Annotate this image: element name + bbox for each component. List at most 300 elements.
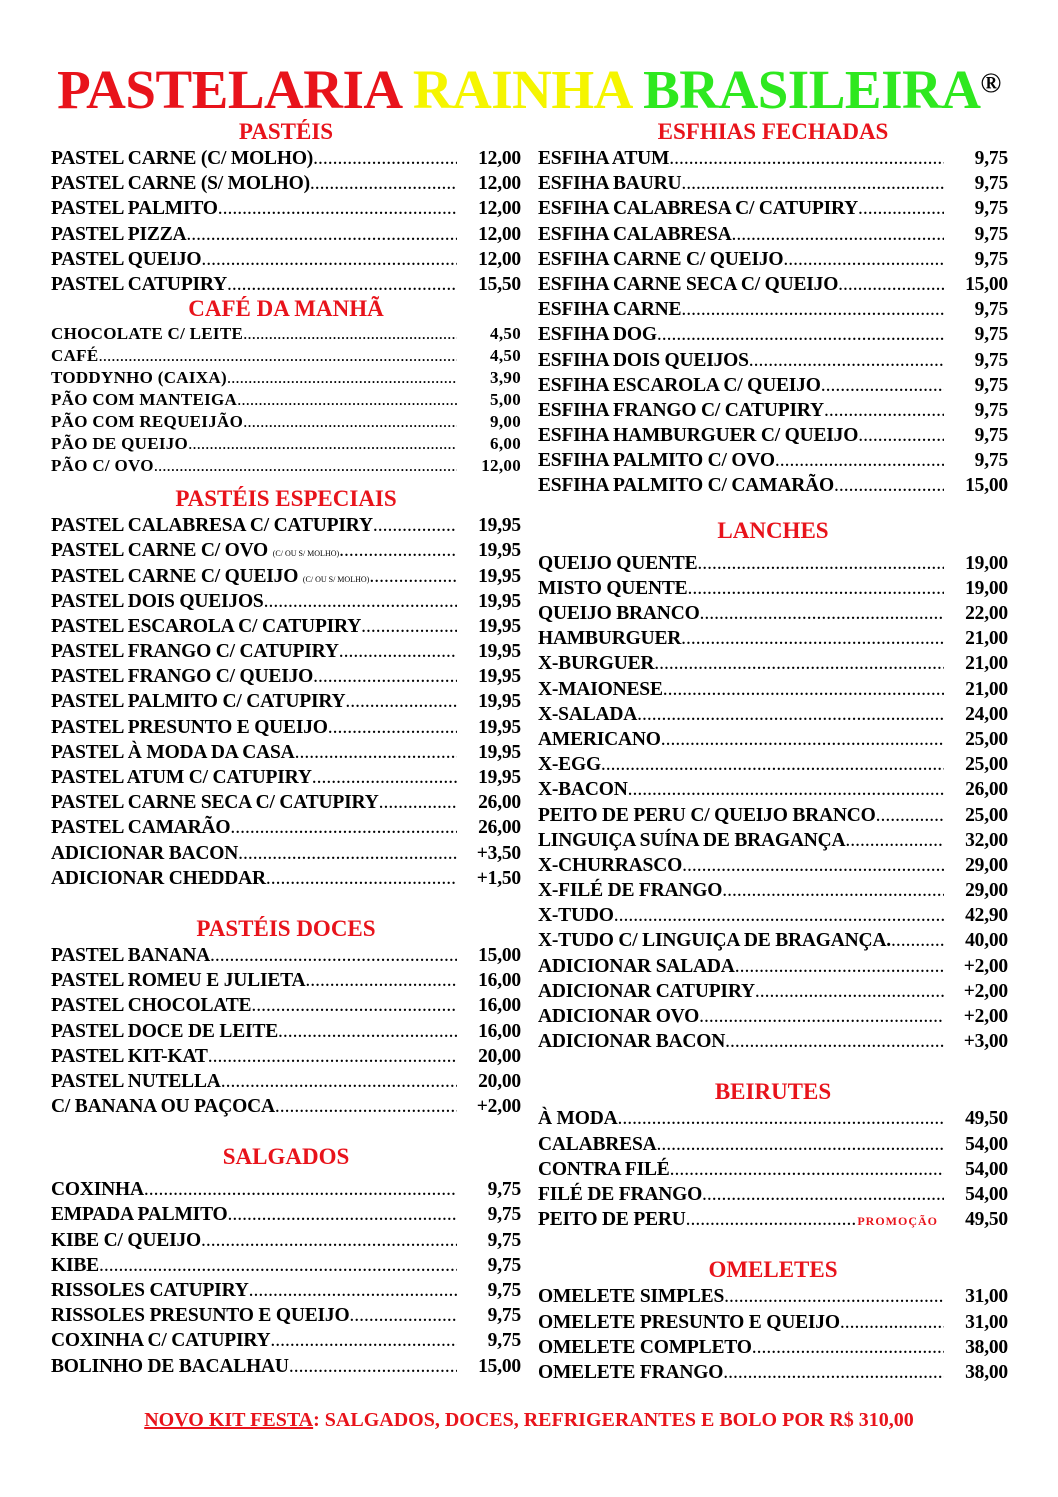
item-name: [538, 1310, 944, 1335]
item-name: [538, 373, 944, 398]
item-name: [51, 564, 457, 592]
menu-item: [51, 740, 521, 765]
title-part-green: BRASILEIRA: [643, 59, 981, 120]
item-price: 26,00: [478, 792, 521, 814]
item-name-text: OMELETE COMPLETO: [538, 1336, 752, 1358]
item-name-text: ADICIONAR CHEDDAR: [51, 867, 266, 889]
item-name: [51, 345, 457, 367]
menu-item: [538, 473, 1008, 498]
item-name: [538, 448, 944, 473]
item-name-text: BOLINHO DE BACALHAU: [51, 1355, 289, 1377]
item-name-text: X-SALADA: [538, 703, 638, 725]
item-name: [538, 348, 944, 373]
section-title: SALGADOS: [222, 1144, 350, 1170]
menu-item: [51, 222, 521, 247]
item-name: [51, 993, 457, 1018]
item-price: 12,00: [478, 148, 521, 169]
item-name-text: ESFIHA DOG: [538, 324, 657, 346]
item-price: 25,00: [965, 804, 1008, 826]
item-price: 19,95: [478, 666, 521, 688]
menu-item: [51, 345, 521, 367]
item-price: 19,00: [965, 577, 1008, 599]
item-price: 19,95: [478, 590, 521, 612]
item-price: 26,00: [478, 817, 521, 839]
section-lanches: [538, 517, 1008, 1055]
item-name-text: QUEIJO QUENTE: [538, 552, 698, 574]
item-name-text: CAFÉ: [51, 346, 99, 366]
item-price: 9,75: [974, 299, 1008, 321]
item-price: 32,00: [965, 829, 1008, 851]
item-price: 54,00: [965, 1183, 1008, 1205]
item-name-text: X-CHURRASCO: [538, 854, 683, 876]
item-price: 42,90: [965, 905, 1008, 927]
menu-item: [538, 954, 1008, 979]
menu-item: [51, 455, 521, 477]
item-name: [538, 196, 944, 221]
item-price: 19,00: [965, 552, 1008, 574]
item-price: 9,75: [487, 1229, 521, 1251]
item-price: 6,00: [490, 434, 521, 454]
item-price: 38,00: [965, 1361, 1008, 1383]
item-name-text: PASTEL FRANGO C/ QUEIJO: [51, 666, 314, 688]
item-name: [538, 1182, 944, 1207]
item-price: 15,00: [478, 1355, 521, 1377]
menu-item: [538, 1284, 1008, 1309]
menu-item: [538, 1335, 1008, 1360]
item-price: 19,95: [478, 741, 521, 763]
item-name: [51, 411, 457, 433]
section-omeletes: [538, 1256, 1008, 1385]
menu-item: [538, 146, 1008, 171]
item-price: 9,75: [487, 1204, 521, 1226]
item-name-text: PÃO COM MANTEIGA: [51, 390, 238, 410]
item-price: 12,00: [478, 223, 521, 245]
menu-item: [538, 171, 1008, 196]
item-name-text: PASTEL DOIS QUEIJOS: [51, 590, 264, 612]
item-price: 9,75: [974, 248, 1008, 270]
menu-item: [51, 589, 521, 614]
item-price: 16,00: [478, 1020, 521, 1042]
item-price: 38,00: [965, 1336, 1008, 1358]
item-name: [51, 1094, 457, 1119]
menu-item: [51, 1044, 521, 1069]
menu-item: [51, 1177, 521, 1202]
section-beirutes: [538, 1078, 1008, 1232]
item-name-text: ESFIHA DOIS QUEIJOS: [538, 349, 749, 371]
item-name: [538, 1157, 944, 1182]
item-name-text: QUEIJO BRANCO: [538, 603, 700, 624]
section-title: OMELETES: [708, 1257, 838, 1283]
item-name-text: EMPADA PALMITO: [51, 1204, 228, 1226]
item-name-text: X-TUDO C/ LINGUIÇA DE BRAGANÇA.: [538, 930, 891, 952]
item-name-text: KIBE C/ QUEIJO: [51, 1229, 201, 1251]
item-price: 25,00: [965, 754, 1008, 776]
item-name-text: ADICIONAR BACON: [51, 842, 239, 864]
item-price: 5,00: [490, 390, 521, 410]
menu-item: [538, 1157, 1008, 1182]
item-note: (C/ OU S/ MOLHO): [272, 549, 340, 559]
item-price: 9,75: [487, 1280, 521, 1301]
section-doces: [51, 915, 521, 1119]
item-name: [538, 777, 944, 802]
section-salgados: [51, 1143, 521, 1379]
menu-item: [51, 689, 521, 714]
menu-item: [51, 715, 521, 740]
menu-item: [538, 677, 1008, 702]
menu-item: [51, 433, 521, 455]
item-name: [51, 247, 457, 272]
menu-item: [51, 1228, 521, 1253]
item-name: [538, 626, 944, 651]
menu-item: [51, 1278, 521, 1303]
item-price: 9,75: [974, 223, 1008, 245]
promo-tag: PROMOÇÃO: [857, 1214, 938, 1229]
item-name-text: X-BURGUER: [538, 653, 655, 675]
menu-item: [51, 866, 521, 891]
item-name-text: COXINHA C/ CATUPIRY: [51, 1330, 271, 1352]
item-name: [538, 803, 944, 828]
menu-item: [51, 993, 521, 1018]
section-title: PASTÉIS: [238, 119, 334, 144]
item-price: 31,00: [965, 1286, 1008, 1308]
item-name-text: PASTEL FRANGO C/ CATUPIRY: [51, 641, 339, 663]
item-name: [538, 576, 944, 601]
item-price: +3,50: [476, 842, 521, 864]
item-name-text: PASTEL PIZZA: [51, 223, 187, 245]
menu-item: [51, 323, 521, 345]
item-name-text: CHOCOLATE C/ LEITE: [51, 324, 244, 344]
item-price: 9,75: [487, 1330, 521, 1352]
item-price: 54,00: [965, 1133, 1008, 1155]
item-price: 49,50: [965, 1209, 1008, 1231]
item-price: 31,00: [965, 1311, 1008, 1333]
item-name-text: ESFIHA FRANGO C/ CATUPIRY: [538, 399, 824, 421]
item-name-text: OMELETE SIMPLES: [538, 1286, 725, 1308]
menu-item: [538, 1207, 1008, 1232]
item-name-text: KIBE: [51, 1254, 99, 1276]
menu-item: [51, 1253, 521, 1278]
item-name: [538, 1004, 944, 1029]
item-price: 54,00: [965, 1158, 1008, 1180]
item-name: [538, 297, 944, 322]
item-name: [538, 752, 944, 777]
item-name-text: X-FILÉ DE FRANGO: [538, 880, 723, 902]
menu-item: [538, 1360, 1008, 1385]
left-column: [51, 118, 521, 1379]
item-price: 12,00: [478, 198, 521, 220]
item-price: 29,00: [965, 854, 1008, 876]
item-name: [51, 790, 457, 815]
item-name: [538, 322, 944, 347]
menu-item: [51, 513, 521, 538]
item-note: (C/ OU S/ MOLHO): [302, 574, 370, 584]
item-price: 15,00: [965, 273, 1008, 295]
item-price: 4,50: [490, 324, 521, 344]
item-name: [538, 1335, 944, 1360]
item-name: [538, 1106, 944, 1131]
item-name: [538, 398, 944, 423]
item-name-text: PÃO COM REQUEIJÃO: [51, 412, 244, 432]
item-name-text: PASTEL ATUM C/ CATUPIRY: [51, 767, 312, 788]
title-part-red: PASTELARIA: [57, 59, 400, 120]
item-price: 29,00: [965, 880, 1008, 902]
menu-item: [51, 1354, 521, 1379]
section-title: BEIRUTES: [714, 1079, 832, 1105]
menu-item: [538, 702, 1008, 727]
item-price: 12,00: [478, 173, 521, 195]
item-name-text: PASTEL BANANA: [51, 944, 211, 966]
item-price: 26,00: [965, 779, 1008, 801]
item-price: 21,00: [965, 628, 1008, 650]
item-name: [538, 651, 944, 676]
item-price: +2,00: [476, 1096, 521, 1118]
item-price: +3,00: [963, 1031, 1008, 1053]
menu-item: [51, 564, 521, 589]
item-price: 16,00: [478, 995, 521, 1017]
item-price: 9,75: [974, 425, 1008, 447]
item-price: 9,75: [974, 349, 1008, 371]
menu-item: [538, 979, 1008, 1004]
section-pasteis: [51, 118, 521, 297]
item-price: 15,00: [965, 475, 1008, 497]
menu-item: [538, 1310, 1008, 1335]
item-name-text: CALABRESA: [538, 1133, 657, 1155]
menu-item: [538, 853, 1008, 878]
item-name: [538, 1132, 944, 1157]
title-part-yellow: RAINHA: [412, 59, 630, 120]
item-price: 9,75: [487, 1254, 521, 1276]
item-name: [51, 389, 457, 411]
menu-item: [51, 389, 521, 411]
item-name-text: ESFIHA PALMITO C/ CAMARÃO: [538, 475, 835, 497]
item-price: 19,95: [478, 565, 521, 587]
item-name: [51, 740, 457, 765]
item-price: 9,75: [974, 148, 1008, 169]
item-name-text: PASTEL CALABRESA C/ CATUPIRY: [51, 515, 373, 537]
item-name: [51, 968, 457, 993]
item-name: [51, 943, 457, 968]
item-price: 3,90: [490, 368, 521, 388]
item-price: 15,00: [478, 944, 521, 966]
item-name: [51, 639, 457, 664]
menu-item: [538, 878, 1008, 903]
item-price: 19,95: [478, 615, 521, 637]
item-name: [538, 171, 944, 196]
item-name-text: PASTEL CHOCOLATE: [51, 995, 252, 1017]
menu-item: [538, 651, 1008, 676]
menu-item: [538, 272, 1008, 297]
menu-item: [538, 1182, 1008, 1207]
item-price: 4,50: [490, 346, 521, 366]
item-name: [538, 702, 944, 727]
item-name: [51, 1202, 457, 1227]
item-price: +2,00: [963, 1006, 1008, 1027]
item-price: 9,75: [487, 1179, 521, 1201]
menu-item: [538, 752, 1008, 777]
item-name-text: PASTEL PALMITO C/ CATUPIRY: [51, 691, 346, 713]
item-name-text: TODDYNHO (CAIXA): [51, 368, 227, 388]
item-name: [51, 1069, 457, 1094]
menu-item: [538, 348, 1008, 373]
menu-item: [538, 1132, 1008, 1157]
item-price: 16,00: [478, 970, 521, 992]
item-name-text: OMELETE FRANGO: [538, 1361, 724, 1383]
menu-item: [51, 367, 521, 389]
item-price: 9,75: [487, 1305, 521, 1327]
item-name-text: AMERICANO: [538, 728, 661, 750]
menu-item: [538, 322, 1008, 347]
menu-item: [538, 1106, 1008, 1131]
section-cafe: [51, 295, 521, 477]
item-name: [51, 614, 457, 639]
item-name-text: PASTEL CARNE C/ OVO: [51, 540, 269, 562]
menu-item: [51, 943, 521, 968]
item-name: [538, 828, 944, 853]
item-name: [538, 903, 944, 928]
item-name-text: FILÉ DE FRANGO: [538, 1183, 703, 1205]
item-name-text: PASTEL CAMARÃO: [51, 817, 231, 839]
item-name-text: ESFIHA HAMBURGUER C/ QUEIJO: [538, 425, 859, 447]
item-price: 19,95: [478, 540, 521, 562]
menu-item: [538, 576, 1008, 601]
menu-item: [51, 1202, 521, 1227]
item-name: [51, 765, 457, 790]
menu-item: [538, 551, 1008, 576]
section-title: ESFHIAS FECHADAS: [657, 119, 889, 144]
item-name-text: ADICIONAR BACON: [538, 1031, 726, 1053]
menu-item: [51, 272, 521, 297]
item-name-text: ESFIHA BAURU: [538, 173, 682, 195]
item-name-text: C/ BANANA OU PAÇOCA: [51, 1096, 275, 1118]
item-price: 12,00: [478, 248, 521, 270]
item-name-text: X-MAIONESE: [538, 678, 663, 700]
item-name-text: ESFIHA ESCAROLA C/ QUEIJO: [538, 374, 821, 396]
menu-item: [51, 765, 521, 790]
item-price: 19,95: [478, 641, 521, 663]
menu-item: [538, 601, 1008, 626]
item-name: [538, 272, 944, 297]
item-name-text: ESFIHA CARNE C/ QUEIJO: [538, 248, 784, 270]
menu-item: [51, 639, 521, 664]
item-name: [51, 455, 457, 477]
item-name: [51, 664, 457, 689]
item-price: 19,95: [478, 767, 521, 788]
menu-item: [538, 903, 1008, 928]
menu-item: [538, 928, 1008, 953]
section-title: PASTÉIS DOCES: [196, 915, 376, 941]
item-price: 20,00: [478, 1045, 521, 1067]
item-name-text: PASTEL CATUPIRY: [51, 273, 227, 295]
item-name: [538, 1207, 857, 1232]
item-name: [538, 247, 944, 272]
item-name: [51, 538, 457, 566]
item-name: [538, 1284, 944, 1309]
item-name-text: PASTEL CARNE (S/ MOLHO): [51, 173, 310, 195]
item-name: [51, 1354, 457, 1379]
item-name: [51, 815, 457, 840]
right-column: [538, 118, 1008, 1385]
item-name-text: X-BACON: [538, 779, 628, 801]
section-especiais: [51, 485, 521, 891]
item-name: [538, 928, 944, 953]
item-price: 12,00: [481, 456, 521, 476]
item-name: [51, 146, 457, 171]
item-name-text: PEITO DE PERU: [538, 1209, 686, 1231]
item-name-text: ADICIONAR SALADA: [538, 955, 735, 977]
item-name-text: ESFIHA CARNE: [538, 299, 682, 321]
menu-item: [51, 411, 521, 433]
item-name: [51, 1019, 457, 1044]
menu-item: [51, 538, 521, 563]
menu-item: [51, 614, 521, 639]
item-price: 9,75: [974, 399, 1008, 421]
section-title: LANCHES: [717, 517, 829, 543]
item-name: [538, 954, 944, 979]
item-name: [51, 866, 457, 891]
item-name-text: PASTEL NUTELLA: [51, 1070, 221, 1092]
item-price: 20,00: [478, 1070, 521, 1092]
item-name-text: MISTO QUENTE: [538, 577, 688, 599]
item-name-text: PEITO DE PERU C/ QUEIJO BRANCO: [538, 804, 876, 826]
item-name-text: OMELETE PRESUNTO E QUEIJO: [538, 1311, 840, 1333]
item-name: [51, 222, 457, 247]
item-name: [538, 1029, 944, 1054]
menu-item: [538, 423, 1008, 448]
item-price: 9,75: [974, 198, 1008, 220]
section-title: PASTÉIS ESPECIAIS: [175, 486, 397, 512]
item-price: 21,00: [965, 653, 1008, 675]
menu-item: [51, 171, 521, 196]
item-name: [51, 171, 457, 196]
item-price: 49,50: [965, 1108, 1008, 1130]
item-name-text: X-EGG: [538, 754, 601, 776]
item-name-text: PASTEL KIT-KAT: [51, 1045, 208, 1067]
item-price: 15,50: [478, 273, 521, 295]
menu-item: [538, 1004, 1008, 1029]
item-name: [538, 423, 944, 448]
menu-item: [538, 803, 1008, 828]
menu-item: [51, 815, 521, 840]
menu-item: [51, 247, 521, 272]
item-name: [51, 715, 457, 740]
item-price: 21,00: [965, 678, 1008, 700]
item-name: [538, 601, 944, 626]
item-price: 9,75: [974, 173, 1008, 195]
item-price: 9,75: [974, 374, 1008, 396]
menu-item: [51, 1069, 521, 1094]
item-name: [51, 1228, 457, 1253]
item-name-text: COXINHA: [51, 1179, 144, 1201]
item-name: [51, 323, 457, 345]
item-name-text: ESFIHA PALMITO C/ OVO: [538, 450, 775, 472]
menu-item: [51, 1094, 521, 1119]
item-name: [538, 677, 944, 702]
item-name-text: RISSOLES CATUPIRY: [51, 1280, 249, 1301]
kit-festa-text: : SALGADOS, DOCES, REFRIGERANTES E BOLO POR R$ 310,00: [313, 1409, 914, 1431]
section-esfihas: [538, 118, 1008, 499]
item-name-text: X-TUDO: [538, 905, 614, 927]
item-name: [538, 853, 944, 878]
item-name: [538, 551, 944, 576]
item-name: [538, 979, 944, 1004]
menu-item: [51, 146, 521, 171]
menu-item: [51, 1303, 521, 1328]
item-name-text: À MODA: [538, 1108, 618, 1130]
menu-item: [538, 727, 1008, 752]
item-name: [51, 196, 457, 221]
item-name-text: PASTEL À MODA DA CASA: [51, 741, 295, 763]
menu-item: [538, 398, 1008, 423]
